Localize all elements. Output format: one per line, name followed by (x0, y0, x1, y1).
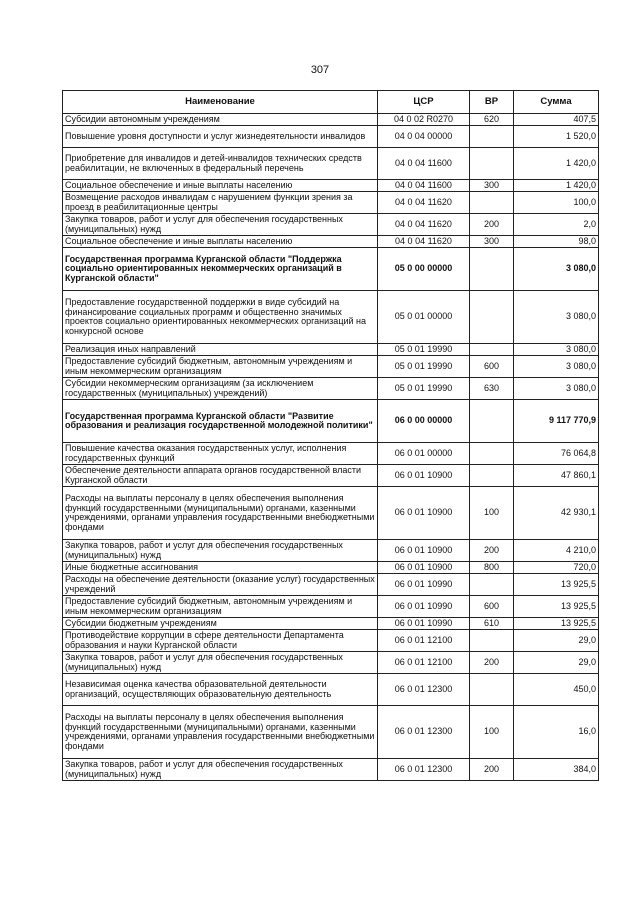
table-row (63, 759, 599, 781)
csr-cell: 04 0 04 00000 (378, 126, 470, 148)
csr-cell: 04 0 02 R0270 (378, 114, 470, 126)
vr-cell (470, 192, 514, 214)
csr-cell: 04 0 04 11620 (378, 192, 470, 214)
sum-cell: 13 925,5 (514, 618, 599, 630)
csr-cell: 04 0 04 11620 (378, 214, 470, 236)
vr-cell: 300 (470, 180, 514, 192)
vr-cell (470, 148, 514, 180)
table-row (63, 378, 599, 400)
vr-cell (470, 574, 514, 596)
sum-cell: 2,0 (514, 214, 599, 236)
sum-cell: 47 860,1 (514, 465, 599, 487)
name-cell: Расходы на обеспечение деятельности (оказание услуг) государственных учреждений (63, 574, 378, 596)
table-row (63, 465, 599, 487)
sum-cell: 29,0 (514, 652, 599, 674)
table-row (63, 674, 599, 706)
name-cell: Противодействие коррупции в сфере деятельности Департамента образования и науки Курганской области (63, 630, 378, 652)
table-row (63, 148, 599, 180)
csr-cell: 06 0 01 12300 (378, 706, 470, 759)
vr-cell (470, 443, 514, 465)
vr-cell (470, 126, 514, 148)
sum-cell: 98,0 (514, 236, 599, 248)
sum-cell: 9 117 770,9 (514, 400, 599, 443)
csr-cell: 06 0 01 12100 (378, 630, 470, 652)
csr-cell: 05 0 01 00000 (378, 291, 470, 344)
name-cell: Возмещение расходов инвалидам с нарушением функции зрения за проезд в реабилитационные центры (63, 192, 378, 214)
name-cell: Государственная программа Курганской области "Развитие образования и реализация государственной молодежной политики" (63, 400, 378, 443)
name-cell: Субсидии автономным учреждениям (63, 114, 378, 126)
table-row (63, 356, 599, 378)
sum-cell: 29,0 (514, 630, 599, 652)
sum-cell: 407,5 (514, 114, 599, 126)
table-row (63, 114, 599, 126)
name-cell: Социальное обеспечение и иные выплаты населению (63, 180, 378, 192)
csr-cell: 06 0 01 12300 (378, 674, 470, 706)
name-cell: Предоставление субсидий бюджетным, автономным учреждениям и иным некоммерческим организациям (63, 596, 378, 618)
name-cell: Субсидии бюджетным учреждениям (63, 618, 378, 630)
header-name: Наименование (63, 91, 378, 114)
table-row (63, 596, 599, 618)
csr-cell: 06 0 01 10990 (378, 618, 470, 630)
name-cell: Обеспечение деятельности аппарата органов государственной власти Курганской области (63, 465, 378, 487)
name-cell: Реализация иных направлений (63, 344, 378, 356)
name-cell: Повышение качества оказания государственных услуг, исполнения государственных функций (63, 443, 378, 465)
vr-cell: 200 (470, 759, 514, 781)
vr-cell: 100 (470, 706, 514, 759)
sum-cell: 3 080,0 (514, 291, 599, 344)
table-row (63, 562, 599, 574)
name-cell: Государственная программа Курганской области "Поддержка социально ориентированных некоммерческих организаций в Курганской области" (63, 248, 378, 291)
table-header-row (63, 91, 599, 114)
table-row (63, 192, 599, 214)
name-cell: Закупка товаров, работ и услуг для обеспечения государственных (муниципальных) нужд (63, 214, 378, 236)
table-row (63, 248, 599, 291)
vr-cell: 300 (470, 236, 514, 248)
name-cell: Расходы на выплаты персоналу в целях обеспечения выполнения функций государственными (муниципальными) органами, казенными учреждениями, органами управления государственными внебюджетными фондами (63, 487, 378, 540)
table-row (63, 400, 599, 443)
csr-cell: 06 0 01 10900 (378, 540, 470, 562)
csr-cell: 06 0 01 10900 (378, 487, 470, 540)
sum-cell: 3 080,0 (514, 356, 599, 378)
sum-cell: 16,0 (514, 706, 599, 759)
name-cell: Иные бюджетные ассигнования (63, 562, 378, 574)
sum-cell: 4 210,0 (514, 540, 599, 562)
vr-cell (470, 630, 514, 652)
name-cell: Повышение уровня доступности и услуг жизнедеятельности инвалидов (63, 126, 378, 148)
csr-cell: 06 0 01 10900 (378, 465, 470, 487)
csr-cell: 05 0 01 19990 (378, 356, 470, 378)
sum-cell: 1 420,0 (514, 148, 599, 180)
sum-cell: 1 520,0 (514, 126, 599, 148)
table-row (63, 630, 599, 652)
name-cell: Закупка товаров, работ и услуг для обеспечения государственных (муниципальных) нужд (63, 652, 378, 674)
vr-cell (470, 465, 514, 487)
vr-cell (470, 344, 514, 356)
table-row (63, 291, 599, 344)
csr-cell: 06 0 01 10990 (378, 596, 470, 618)
csr-cell: 06 0 00 00000 (378, 400, 470, 443)
name-cell: Расходы на выплаты персоналу в целях обеспечения выполнения функций государственными (муниципальными) органами, казенными учреждениями, органами управления государственными внебюджетными фондами (63, 706, 378, 759)
header-csr: ЦСР (378, 91, 470, 114)
name-cell: Социальное обеспечение и иные выплаты населению (63, 236, 378, 248)
budget-table (62, 90, 599, 781)
page-number: 307 (310, 64, 330, 76)
header-vr: ВР (470, 91, 514, 114)
table-row (63, 443, 599, 465)
table-row (63, 540, 599, 562)
sum-cell: 720,0 (514, 562, 599, 574)
table-row (63, 706, 599, 759)
table-row (63, 618, 599, 630)
vr-cell: 200 (470, 214, 514, 236)
sum-cell: 3 080,0 (514, 378, 599, 400)
table-row (63, 652, 599, 674)
sum-cell: 384,0 (514, 759, 599, 781)
csr-cell: 05 0 01 19990 (378, 378, 470, 400)
vr-cell: 100 (470, 487, 514, 540)
csr-cell: 06 0 01 12300 (378, 759, 470, 781)
table-row (63, 487, 599, 540)
vr-cell: 610 (470, 618, 514, 630)
csr-cell: 06 0 01 00000 (378, 443, 470, 465)
sum-cell: 13 925,5 (514, 574, 599, 596)
sum-cell: 42 930,1 (514, 487, 599, 540)
table-row (63, 574, 599, 596)
csr-cell: 06 0 01 10990 (378, 574, 470, 596)
vr-cell: 630 (470, 378, 514, 400)
name-cell: Приобретение для инвалидов и детей-инвалидов технических средств реабилитации, не включенных в федеральный перечень (63, 148, 378, 180)
sum-cell: 450,0 (514, 674, 599, 706)
sum-cell: 76 064,8 (514, 443, 599, 465)
header-sum: Сумма (514, 91, 599, 114)
csr-cell: 04 0 04 11600 (378, 180, 470, 192)
vr-cell (470, 248, 514, 291)
sum-cell: 100,0 (514, 192, 599, 214)
vr-cell: 600 (470, 596, 514, 618)
vr-cell: 600 (470, 356, 514, 378)
vr-cell: 200 (470, 652, 514, 674)
sum-cell: 3 080,0 (514, 344, 599, 356)
name-cell: Предоставление субсидий бюджетным, автономным учреждениям и иным некоммерческим организациям (63, 356, 378, 378)
sum-cell: 1 420,0 (514, 180, 599, 192)
name-cell: Закупка товаров, работ и услуг для обеспечения государственных (муниципальных) нужд (63, 540, 378, 562)
csr-cell: 05 0 01 19990 (378, 344, 470, 356)
vr-cell (470, 400, 514, 443)
name-cell: Предоставление государственной поддержки в виде субсидий на финансирование социальных программ и общественно значимых проектов социально ориентированных некоммерческих организаций на конкурсной основе (63, 291, 378, 344)
name-cell: Закупка товаров, работ и услуг для обеспечения государственных (муниципальных) нужд (63, 759, 378, 781)
table-body (63, 114, 599, 781)
table-row (63, 214, 599, 236)
csr-cell: 05 0 00 00000 (378, 248, 470, 291)
table-row (63, 180, 599, 192)
vr-cell: 200 (470, 540, 514, 562)
sum-cell: 3 080,0 (514, 248, 599, 291)
csr-cell: 04 0 04 11600 (378, 148, 470, 180)
vr-cell (470, 291, 514, 344)
table-row (63, 236, 599, 248)
csr-cell: 04 0 04 11620 (378, 236, 470, 248)
vr-cell: 800 (470, 562, 514, 574)
table-row (63, 126, 599, 148)
csr-cell: 06 0 01 10900 (378, 562, 470, 574)
name-cell: Независимая оценка качества образовательной деятельности организаций, осуществляющих образовательную деятельность (63, 674, 378, 706)
csr-cell: 06 0 01 12100 (378, 652, 470, 674)
vr-cell (470, 674, 514, 706)
table-row (63, 344, 599, 356)
sum-cell: 13 925,5 (514, 596, 599, 618)
name-cell: Субсидии некоммерческим организациям (за исключением государственных (муниципальных) учреждений) (63, 378, 378, 400)
vr-cell: 620 (470, 114, 514, 126)
